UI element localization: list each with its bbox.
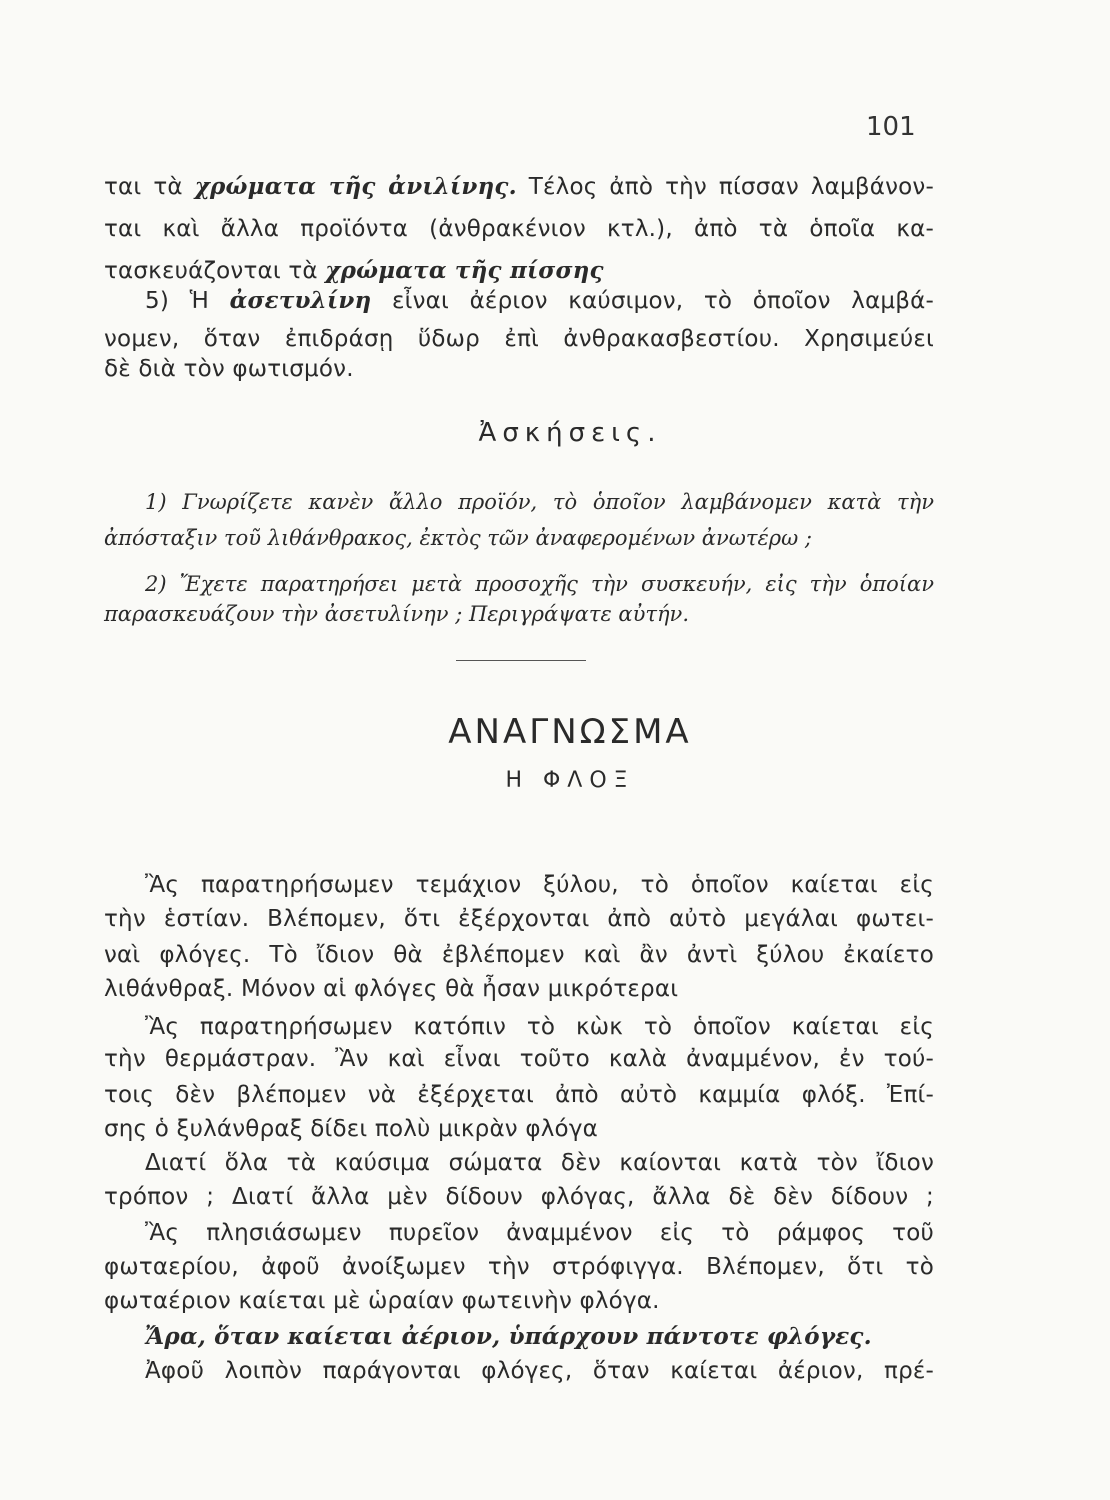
exercise-line: ἀπόσταξιν τοῦ λιθάνθρακος, ἐκτὸς τῶν ἀναφερομένων ἀνωτέρω ;: [104, 526, 812, 550]
bold-term: ἀσετυλίνη: [229, 287, 372, 314]
section-divider: [456, 660, 586, 661]
text-span: 5) Ἡ: [145, 288, 230, 314]
exercise-line: 1) Γνωρίζετε κανὲν ἄλλο προϊόν, τὸ ὁποῖον λαμβάνομεν κατὰ τὴν: [145, 490, 934, 514]
text-line: τρόπον ; Διατί ἄλλα μὲν δίδουν φλόγας, ἄλλα δὲ δὲν δίδουν ;: [104, 1184, 934, 1210]
text-line: νομεν, ὅταν ἐπιδράσῃ ὕδωρ ἐπὶ ἀνθρακασβεστίου. Χρησιμεύει: [104, 326, 934, 352]
exercises-heading: Ἀσκήσεις.: [478, 418, 662, 448]
text-span: τασκευάζονται τὰ: [104, 258, 326, 284]
text-span: εἶναι ἀέριον καύσιμον, τὸ ὁποῖον λαμβά-: [371, 288, 934, 314]
text-line: Ἂς παρατηρήσωμεν κατόπιν τὸ κὼκ τὸ ὁποῖον καίεται εἰς: [145, 1014, 934, 1040]
text-line: Ἀφοῦ λοιπὸν παράγονται φλόγες, ὅταν καίεται ἀέριον, πρέ-: [145, 1358, 934, 1384]
exercise-line: παρασκευάζουν τὴν ἀσετυλίνην ; Περιγράψατε αὐτήν.: [104, 602, 689, 626]
bold-term: χρώματα τῆς πίσσης: [325, 257, 604, 284]
text-line: λιθάνθραξ. Μόνον αἱ φλόγες θὰ ἦσαν μικρότεραι: [104, 976, 679, 1002]
text-line: σης ὁ ξυλάνθραξ δίδει πολὺ μικρὰν φλόγα: [104, 1116, 598, 1142]
text-line: [104, 256, 934, 286]
exercise-line: 2) Ἔχετε παρατηρήσει μετὰ προσοχῆς τὴν συσκευήν, εἰς τὴν ὁποίαν: [145, 572, 934, 596]
text-line: τὴν θερμάστραν. Ἂν καὶ εἶναι τοῦτο καλὰ ἀναμμένον, ἐν τού-: [104, 1046, 934, 1072]
reading-subtitle: Η ΦΛΟΞ: [505, 768, 635, 793]
text-line: τοις δὲν βλέπομεν νὰ ἐξέρχεται ἀπὸ αὐτὸ καμμία φλόξ. Ἐπί-: [104, 1082, 934, 1108]
text-line: δὲ διὰ τὸν φωτισμόν.: [104, 356, 354, 382]
text-line: ται καὶ ἄλλα προϊόντα (ἀνθρακένιον κτλ.), ἀπὸ τὰ ὁποῖα κα-: [104, 216, 934, 242]
page-number: 101: [866, 112, 916, 142]
text-line: ναὶ φλόγες. Τὸ ἴδιον θὰ ἐβλέπομεν καὶ ἂν ἀντὶ ξύλου ἐκαίετο: [104, 942, 934, 968]
text-line: φωταερίου, ἀφοῦ ἀνοίξωμεν τὴν στρόφιγγα. Βλέπομεν, ὅτι τὸ: [104, 1254, 934, 1280]
bold-term: χρώματα τῆς ἀνιλίνης.: [194, 173, 517, 200]
reading-title: ΑΝΑΓΝΩΣΜΑ: [448, 712, 692, 752]
text-line: Ἂς πλησιάσωμεν πυρεῖον ἀναμμένον εἰς τὸ ράμφος τοῦ: [145, 1220, 934, 1246]
text-line: φωταέριον καίεται μὲ ὡραίαν φωτεινὴν φλόγα.: [104, 1288, 660, 1314]
text-line: [104, 172, 934, 202]
text-line: [145, 286, 934, 316]
conclusion-line: Ἄρα, ὅταν καίεται ἀέριον, ὑπάρχουν πάντοτε φλόγες.: [145, 1323, 872, 1350]
text-line: τὴν ἑστίαν. Βλέπομεν, ὅτι ἐξέρχονται ἀπὸ αὐτὸ μεγάλαι φωτει-: [104, 906, 934, 932]
text-line: Διατί ὅλα τὰ καύσιμα σώματα δὲν καίονται κατὰ τὸν ἴδιον: [145, 1150, 934, 1176]
text-span: ται τὰ: [104, 174, 195, 200]
text-span: Τέλος ἀπὸ τὴν πίσσαν λαμβάνον-: [516, 174, 934, 200]
text-line: Ἂς παρατηρήσωμεν τεμάχιον ξύλου, τὸ ὁποῖον καίεται εἰς: [145, 872, 934, 898]
